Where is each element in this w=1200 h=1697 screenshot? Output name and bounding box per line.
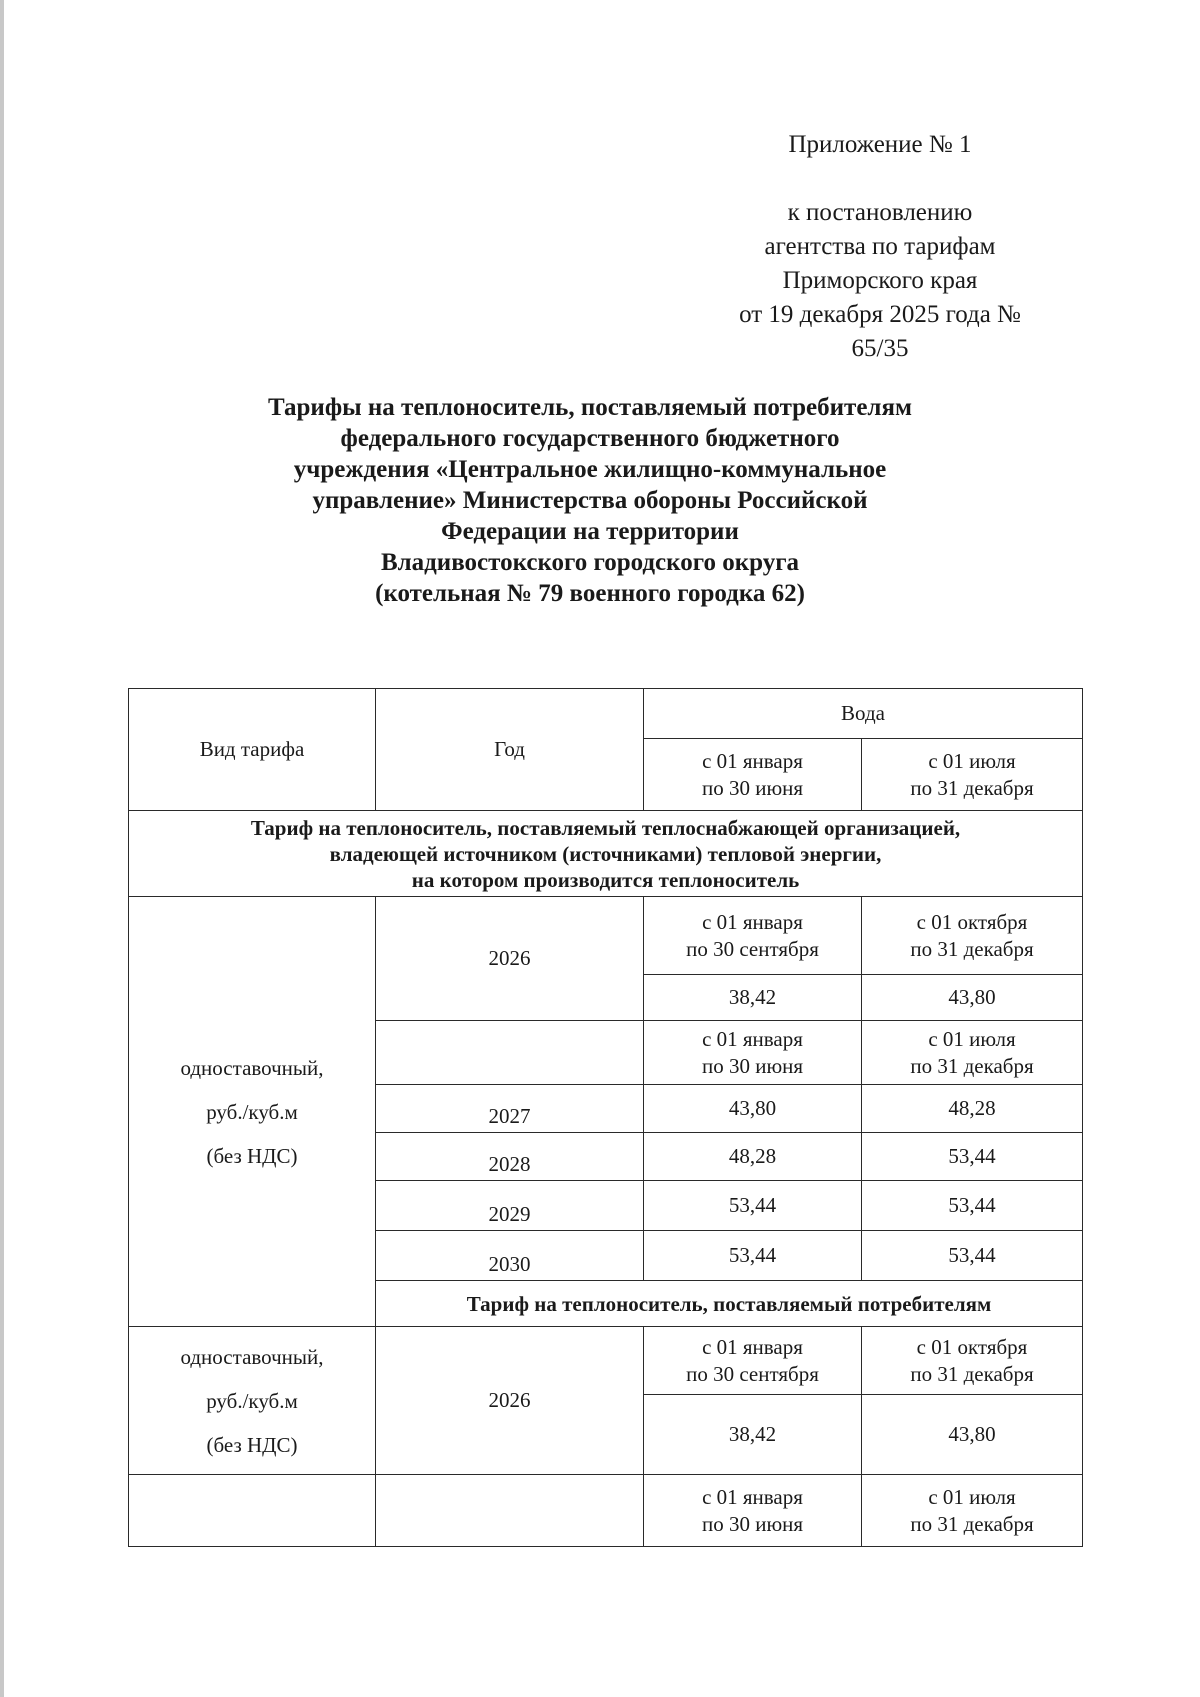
year-cell: 2027 [376,1085,644,1133]
tariff-value: 48,28 [644,1133,862,1181]
section-title-line: на котором производится теплоноситель [411,867,800,892]
section2-year-2026: 2026 [376,1327,644,1475]
year-cell: 2030 [376,1231,644,1281]
period-to: по 31 декабря [910,1053,1034,1078]
period-to: по 30 июня [701,1053,804,1078]
period-cell [644,1327,862,1395]
appendix-line: Приморского края [782,267,978,294]
header-year: Год [376,689,644,811]
section1-2026-period-row [129,897,1083,975]
tariff-value: 48,28 [862,1085,1083,1133]
period-to: по 30 июня [701,775,804,800]
period-to: по 31 декабря [910,1511,1034,1536]
title-line: Тарифы на теплоноситель, поставляемый потребителям [267,394,913,421]
year-cell: 2028 [376,1133,644,1181]
section-title-line: владеющей источником (источниками) тепловой энергии, [329,841,882,866]
period-from: с 01 июля [928,748,1016,773]
tariff-value: 53,44 [862,1133,1083,1181]
appendix-block [720,128,1040,366]
title-line: учреждения «Центральное жилищно-коммунальное [293,456,887,483]
tariffs-table [128,688,1083,1547]
period-cell [862,1021,1083,1085]
period-from: с 01 января [702,748,803,773]
tariff-type-line: руб./куб.м [206,1099,298,1124]
section1-title [129,811,1083,897]
appendix-title: Приложение № 1 [788,131,972,158]
tariff-type-line: (без НДС) [206,1432,298,1457]
title-line: Федерации на территории [441,518,739,545]
tariff-type-line: одноставочный, [180,1055,324,1080]
section2-tariff-type [129,1327,376,1475]
appendix-line: от 19 декабря 2025 года № 65/35 [739,301,1021,362]
section2-title: Тариф на теплоноситель, поставляемый потребителям [376,1281,1083,1327]
header-water: Вода [644,689,1083,739]
header-period-h1 [644,739,862,811]
header-row [129,689,1083,739]
period-from: с 01 января [702,1026,803,1051]
tariff-type-line: одноставочный, [180,1344,324,1369]
tariff-value: 38,42 [644,1395,862,1475]
period-cell [862,897,1083,975]
period-to: по 30 июня [701,1511,804,1536]
period-from: с 01 июля [928,1026,1016,1051]
title-line: федерального государственного бюджетного [340,425,840,452]
section-title-line: Тариф на теплоноситель, поставляемый теплоснабжающей организацией, [250,815,961,840]
appendix-line: агентства по тарифам [764,233,996,260]
empty-tariff-type-cell [129,1475,376,1547]
tariff-value: 53,44 [644,1231,862,1281]
period-cell [862,1327,1083,1395]
tariff-value: 43,80 [862,1395,1083,1475]
tariff-value: 38,42 [644,975,862,1021]
period-from: с 01 января [702,1334,803,1359]
period-from: с 01 июля [928,1484,1016,1509]
page-edge [0,0,4,1697]
document-title [180,392,1000,609]
period-from: с 01 января [702,1484,803,1509]
tariff-type-line: (без НДС) [206,1143,298,1168]
period-from: с 01 октября [916,1334,1028,1359]
tariff-value: 43,80 [862,975,1083,1021]
section1-title-row [129,811,1083,897]
tariff-value: 53,44 [862,1231,1083,1281]
section2-2026-period-row [129,1327,1083,1395]
tariff-type-line: руб./куб.м [206,1388,298,1413]
period-to: по 30 сентября [686,1361,819,1386]
title-line: Владивостокского городского округа [380,549,800,576]
section1-year-2026: 2026 [376,897,644,1021]
empty-year-cell [376,1021,644,1085]
tariff-value: 53,44 [862,1181,1083,1231]
period-to: по 30 сентября [686,936,819,961]
period-cell [644,1021,862,1085]
tariff-value: 53,44 [644,1181,862,1231]
period-cell [644,897,862,975]
title-line: (котельная № 79 военного городка 62) [375,580,805,607]
period-cell [862,1475,1083,1547]
section2-period-row [129,1475,1083,1547]
title-line: управление» Министерства обороны Российской [312,487,868,514]
period-to: по 31 декабря [910,1361,1034,1386]
empty-year-cell [376,1475,644,1547]
year-cell: 2029 [376,1181,644,1231]
period-cell [644,1475,862,1547]
tariff-value: 43,80 [644,1085,862,1133]
period-to: по 31 декабря [910,936,1034,961]
period-to: по 31 декабря [910,775,1034,800]
period-from: с 01 октября [916,909,1028,934]
appendix-line: к постановлению [787,199,973,226]
header-tariff-type: Вид тарифа [129,689,376,811]
period-from: с 01 января [702,909,803,934]
header-period-h2 [862,739,1083,811]
section1-tariff-type [129,897,376,1327]
